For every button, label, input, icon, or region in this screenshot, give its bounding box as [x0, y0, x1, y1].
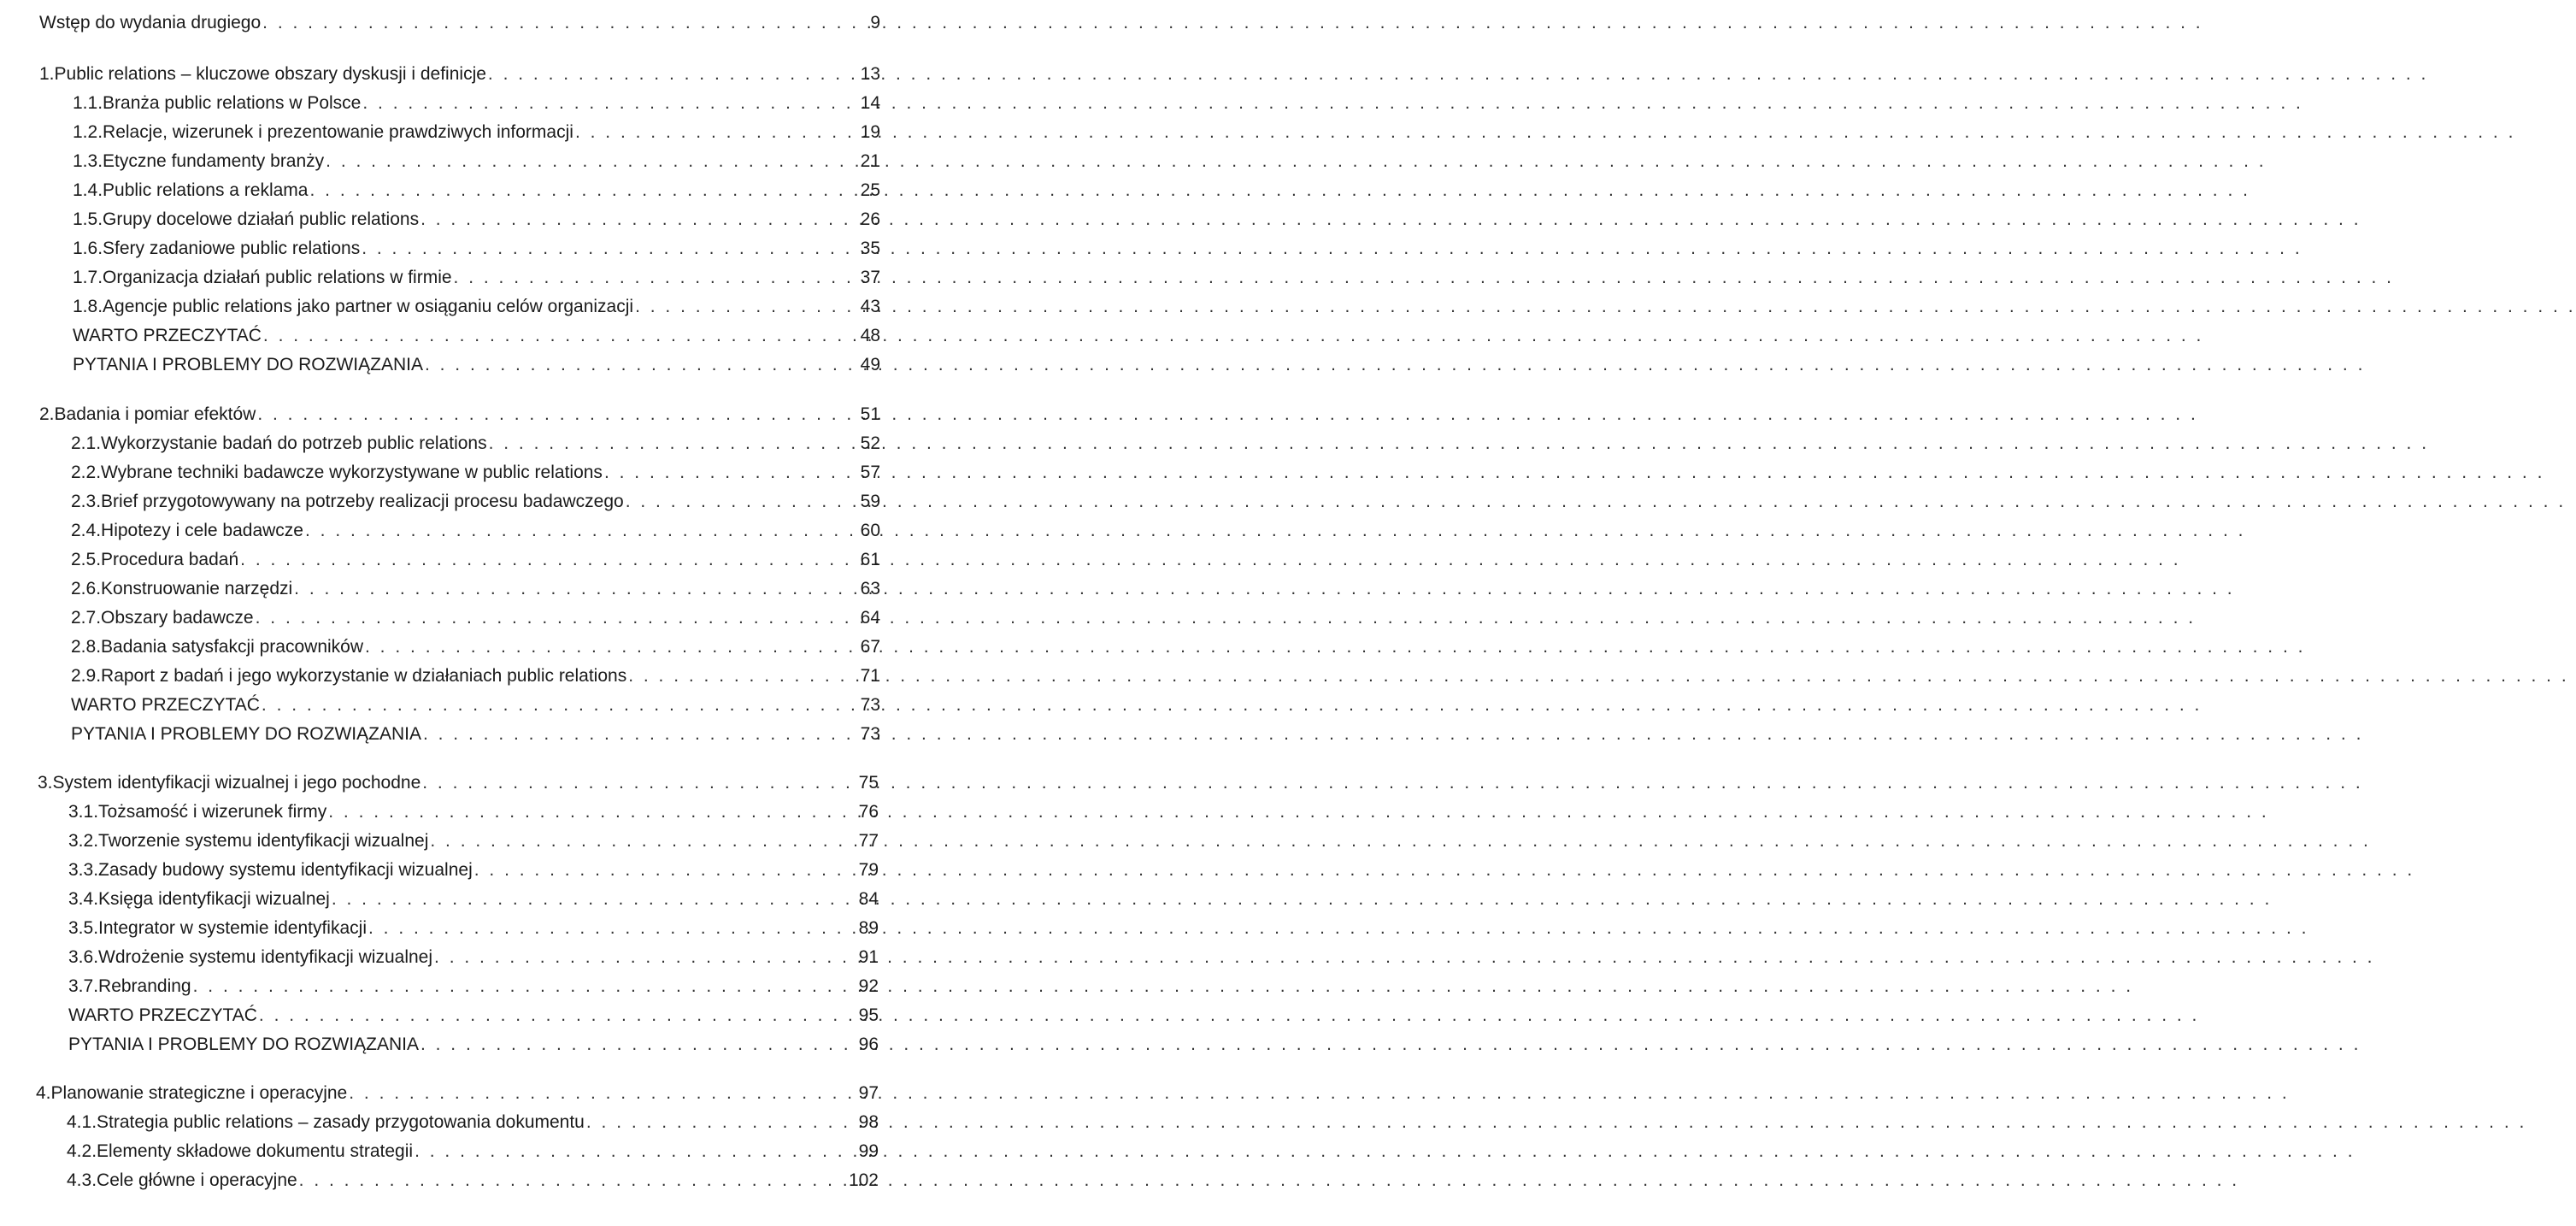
toc-title: Sfery zadaniowe public relations: [103, 239, 361, 258]
toc-entry-section: [68, 946, 879, 969]
toc-entry-questions: [73, 354, 880, 376]
toc-number: 3.: [38, 773, 53, 793]
toc-number: 1.2.: [73, 122, 103, 142]
toc-leader-dots: [240, 549, 853, 571]
toc-entry-section: [68, 859, 879, 881]
toc-page-number: 96: [858, 1034, 879, 1054]
toc-leader-dots: [604, 462, 853, 484]
toc-title: PYTANIA I PROBLEMY DO ROZWIĄZANIA: [68, 1034, 419, 1054]
toc-page-number: 71: [860, 666, 880, 686]
toc-entry-section: [73, 267, 880, 289]
toc-number: 1.6.: [73, 239, 103, 258]
toc-number: 2.8.: [71, 637, 102, 657]
toc-entry-section: [73, 121, 880, 144]
toc-number: 1.7.: [73, 268, 103, 287]
toc-title: Public relations a reklama: [103, 180, 309, 200]
toc-title: WARTO PRZECZYTAĆ: [68, 1005, 257, 1025]
toc-title: Wykorzystanie badań do potrzeb public relations: [101, 433, 487, 453]
toc-entry-further-reading: [73, 325, 880, 347]
toc-entry-section: [71, 433, 880, 455]
toc-page-number: 59: [860, 492, 880, 511]
toc-leader-dots: [421, 209, 853, 231]
toc-number: 3.6.: [68, 947, 99, 967]
toc-number: 3.2.: [68, 831, 99, 851]
toc-number: 4.: [36, 1083, 51, 1103]
toc-page-number: 35: [860, 239, 880, 258]
toc-entry-section: [68, 975, 879, 998]
toc-page-number: 77: [858, 831, 879, 851]
toc-title: PYTANIA I PROBLEMY DO ROZWIĄZANIA: [71, 724, 421, 744]
toc-number: 4.1.: [67, 1112, 97, 1132]
toc-entry-chapter: [39, 63, 880, 85]
toc-entry-section: [71, 549, 880, 571]
toc-page-number: 98: [858, 1112, 879, 1132]
toc-leader-dots: [193, 975, 851, 998]
toc-leader-dots: [586, 1111, 851, 1134]
toc-entry-section: [71, 665, 880, 687]
toc-entry-chapter: [39, 404, 880, 426]
toc-entry-further-reading: [71, 694, 880, 716]
toc-entry-questions: [71, 723, 880, 746]
toc-number: 4.3.: [67, 1170, 97, 1190]
toc-number: 1.1.: [73, 93, 103, 113]
toc-leader-dots: [488, 63, 853, 85]
toc-leader-dots: [474, 859, 851, 881]
toc-leader-dots: [332, 888, 851, 911]
toc-entry-section: [71, 607, 880, 629]
toc-number: 1.8.: [73, 297, 103, 316]
toc-entry-section: [67, 1141, 879, 1163]
toc-page-number: 51: [860, 404, 880, 424]
toc-entry-section: [67, 1170, 879, 1192]
toc-number: 3.3.: [68, 860, 99, 880]
toc-entry-section: [73, 150, 880, 173]
toc-entry-section: [73, 92, 880, 115]
toc-title: Relacje, wizerunek i prezentowanie prawdziwych informacji: [103, 122, 573, 142]
toc-entry-section: [71, 636, 880, 658]
toc-leader-dots: [362, 238, 853, 260]
toc-page-number: 99: [858, 1141, 879, 1161]
toc-page-number: 61: [860, 550, 880, 569]
toc-page-number: 37: [860, 268, 880, 287]
toc-leader-dots: [263, 325, 853, 347]
toc-page-number: 84: [858, 889, 879, 909]
toc-page-number: 102: [848, 1170, 879, 1190]
toc-title: Organizacja działań public relations w firmie: [103, 268, 452, 287]
toc-title: Wdrożenie systemu identyfikacji wizualnej: [98, 947, 433, 967]
table-of-contents-page: [0, 0, 921, 1226]
toc-page-number: 75: [858, 773, 879, 793]
toc-leader-dots: [425, 354, 853, 376]
toc-leader-dots: [262, 694, 853, 716]
toc-title: Badania satysfakcji pracowników: [101, 637, 364, 657]
toc-leader-dots: [628, 665, 853, 687]
toc-title: Tożsamość i wizerunek firmy: [98, 802, 327, 822]
toc-number: 1.5.: [73, 209, 103, 229]
toc-title: Badania i pomiar efektów: [54, 404, 256, 424]
toc-number: 3.1.: [68, 802, 99, 822]
toc-leader-dots: [421, 1034, 851, 1056]
toc-entry-section: [68, 801, 879, 823]
toc-entry-section: [68, 888, 879, 911]
toc-title: PYTANIA I PROBLEMY DO ROZWIĄZANIA: [73, 355, 423, 374]
toc-page-number: 95: [858, 1005, 879, 1025]
toc-title: Agencje public relations jako partner w osiąganiu celów organizacji: [103, 297, 634, 316]
toc-title: Strategia public relations – zasady przygotowania dokumentu: [97, 1112, 585, 1132]
toc-title: Branża public relations w Polsce: [103, 93, 362, 113]
toc-title: Procedura badań: [101, 550, 239, 569]
toc-leader-dots: [422, 772, 851, 794]
toc-entry-chapter: [38, 772, 879, 794]
toc-title: Tworzenie systemu identyfikacji wizualnej: [98, 831, 429, 851]
toc-page-number: 73: [860, 695, 880, 715]
toc-page-number: 60: [860, 521, 880, 540]
toc-number: 1.4.: [73, 180, 103, 200]
toc-title: Wybrane techniki badawcze wykorzystywane w public relations: [101, 463, 603, 482]
toc-leader-dots: [328, 801, 851, 823]
toc-entry-section: [71, 462, 880, 484]
toc-page-number: 26: [860, 209, 880, 229]
toc-page-number: 91: [858, 947, 879, 967]
toc-page-number: 25: [860, 180, 880, 200]
toc-leader-dots: [259, 1005, 851, 1027]
toc-leader-dots: [362, 92, 853, 115]
toc-page-number: 63: [860, 579, 880, 598]
toc-page-number: 52: [860, 433, 880, 453]
toc-number: 3.7.: [68, 976, 99, 996]
toc-page-number: 13: [860, 64, 880, 84]
toc-title: Hipotezy i cele badawcze: [101, 521, 303, 540]
toc-title: Cele główne i operacyjne: [97, 1170, 297, 1190]
toc-leader-dots: [368, 917, 851, 940]
toc-leader-dots: [575, 121, 853, 144]
toc-number: 1.3.: [73, 151, 103, 171]
toc-page-number: 67: [860, 637, 880, 657]
toc-page-number: 9: [870, 13, 880, 32]
toc-entry-chapter: [36, 1082, 879, 1105]
toc-title: Grupy docelowe działań public relations: [103, 209, 420, 229]
toc-leader-dots: [305, 520, 853, 542]
toc-entry-section: [68, 830, 879, 852]
toc-leader-dots: [326, 150, 853, 173]
toc-leader-dots: [434, 946, 851, 969]
toc-number: 3.4.: [68, 889, 99, 909]
toc-entry-section: [67, 1111, 879, 1134]
toc-page-number: 73: [860, 724, 880, 744]
toc-leader-dots: [349, 1082, 851, 1105]
toc-title: Etyczne fundamenty branży: [103, 151, 325, 171]
toc-number: 2.6.: [71, 579, 102, 598]
toc-page-number: 48: [860, 326, 880, 345]
toc-leader-dots: [454, 267, 853, 289]
toc-number: 2.4.: [71, 521, 102, 540]
toc-page-number: 21: [860, 151, 880, 171]
toc-title: Wstęp do wydania drugiego: [39, 13, 262, 32]
toc-number: 2.5.: [71, 550, 102, 569]
toc-page-number: 43: [860, 297, 880, 316]
toc-leader-dots: [415, 1141, 851, 1163]
toc-number: 3.5.: [68, 918, 99, 938]
toc-leader-dots: [294, 578, 853, 600]
toc-entry-section: [71, 578, 880, 600]
toc-leader-dots: [309, 180, 853, 202]
toc-page-number: 57: [860, 463, 880, 482]
toc-title: Planowanie strategiczne i operacyjne: [50, 1083, 348, 1103]
toc-page-number: 19: [860, 122, 880, 142]
toc-number: 1.: [39, 64, 55, 84]
toc-entry-questions: [68, 1034, 879, 1056]
toc-title: Obszary badawcze: [101, 608, 254, 628]
toc-leader-dots: [430, 830, 851, 852]
toc-number: 2.: [39, 404, 55, 424]
toc-page-number: 89: [858, 918, 879, 938]
toc-page-number: 79: [858, 860, 879, 880]
toc-leader-dots: [256, 607, 853, 629]
toc-title: Elementy składowe dokumentu strategii: [97, 1141, 414, 1161]
toc-title: Księga identyfikacji wizualnej: [98, 889, 330, 909]
toc-title: System identyfikacji wizualnej i jego pochodne: [52, 773, 421, 793]
toc-title: WARTO PRZECZYTAĆ: [73, 326, 262, 345]
toc-number: 2.9.: [71, 666, 102, 686]
toc-number: 4.2.: [67, 1141, 97, 1161]
toc-page-number: 97: [858, 1083, 879, 1103]
toc-number: 2.2.: [71, 463, 102, 482]
toc-entry-foreword: [39, 12, 880, 34]
toc-entry-section: [73, 296, 880, 318]
toc-number: 2.3.: [71, 492, 102, 511]
toc-page-number: 92: [858, 976, 879, 996]
toc-number: 2.7.: [71, 608, 102, 628]
toc-leader-dots: [423, 723, 853, 746]
toc-entry-section: [71, 491, 880, 513]
toc-entry-section: [73, 238, 880, 260]
toc-title: Raport z badań i jego wykorzystanie w działaniach public relations: [101, 666, 627, 686]
toc-title: Konstruowanie narzędzi: [101, 579, 293, 598]
toc-page-number: 49: [860, 355, 880, 374]
toc-entry-further-reading: [68, 1005, 879, 1027]
toc-title: Integrator w systemie identyfikacji: [98, 918, 367, 938]
toc-leader-dots: [257, 404, 853, 426]
toc-leader-dots: [262, 12, 853, 34]
toc-page-number: 64: [860, 608, 880, 628]
toc-title: Zasady budowy systemu identyfikacji wizualnej: [98, 860, 473, 880]
toc-page-number: 14: [860, 93, 880, 113]
toc-page-number: 76: [858, 802, 879, 822]
toc-number: 2.1.: [71, 433, 102, 453]
toc-title: WARTO PRZECZYTAĆ: [71, 695, 260, 715]
toc-leader-dots: [635, 296, 853, 318]
toc-entry-section: [73, 180, 880, 202]
toc-leader-dots: [365, 636, 853, 658]
toc-title: Brief przygotowywany na potrzeby realizacji procesu badawczego: [101, 492, 624, 511]
toc-entry-section: [71, 520, 880, 542]
toc-title: Public relations – kluczowe obszary dyskusji i definicje: [54, 64, 486, 84]
toc-entry-section: [68, 917, 879, 940]
toc-leader-dots: [299, 1170, 844, 1192]
toc-title: Rebranding: [98, 976, 191, 996]
toc-leader-dots: [626, 491, 853, 513]
toc-leader-dots: [489, 433, 853, 455]
toc-entry-section: [73, 209, 880, 231]
